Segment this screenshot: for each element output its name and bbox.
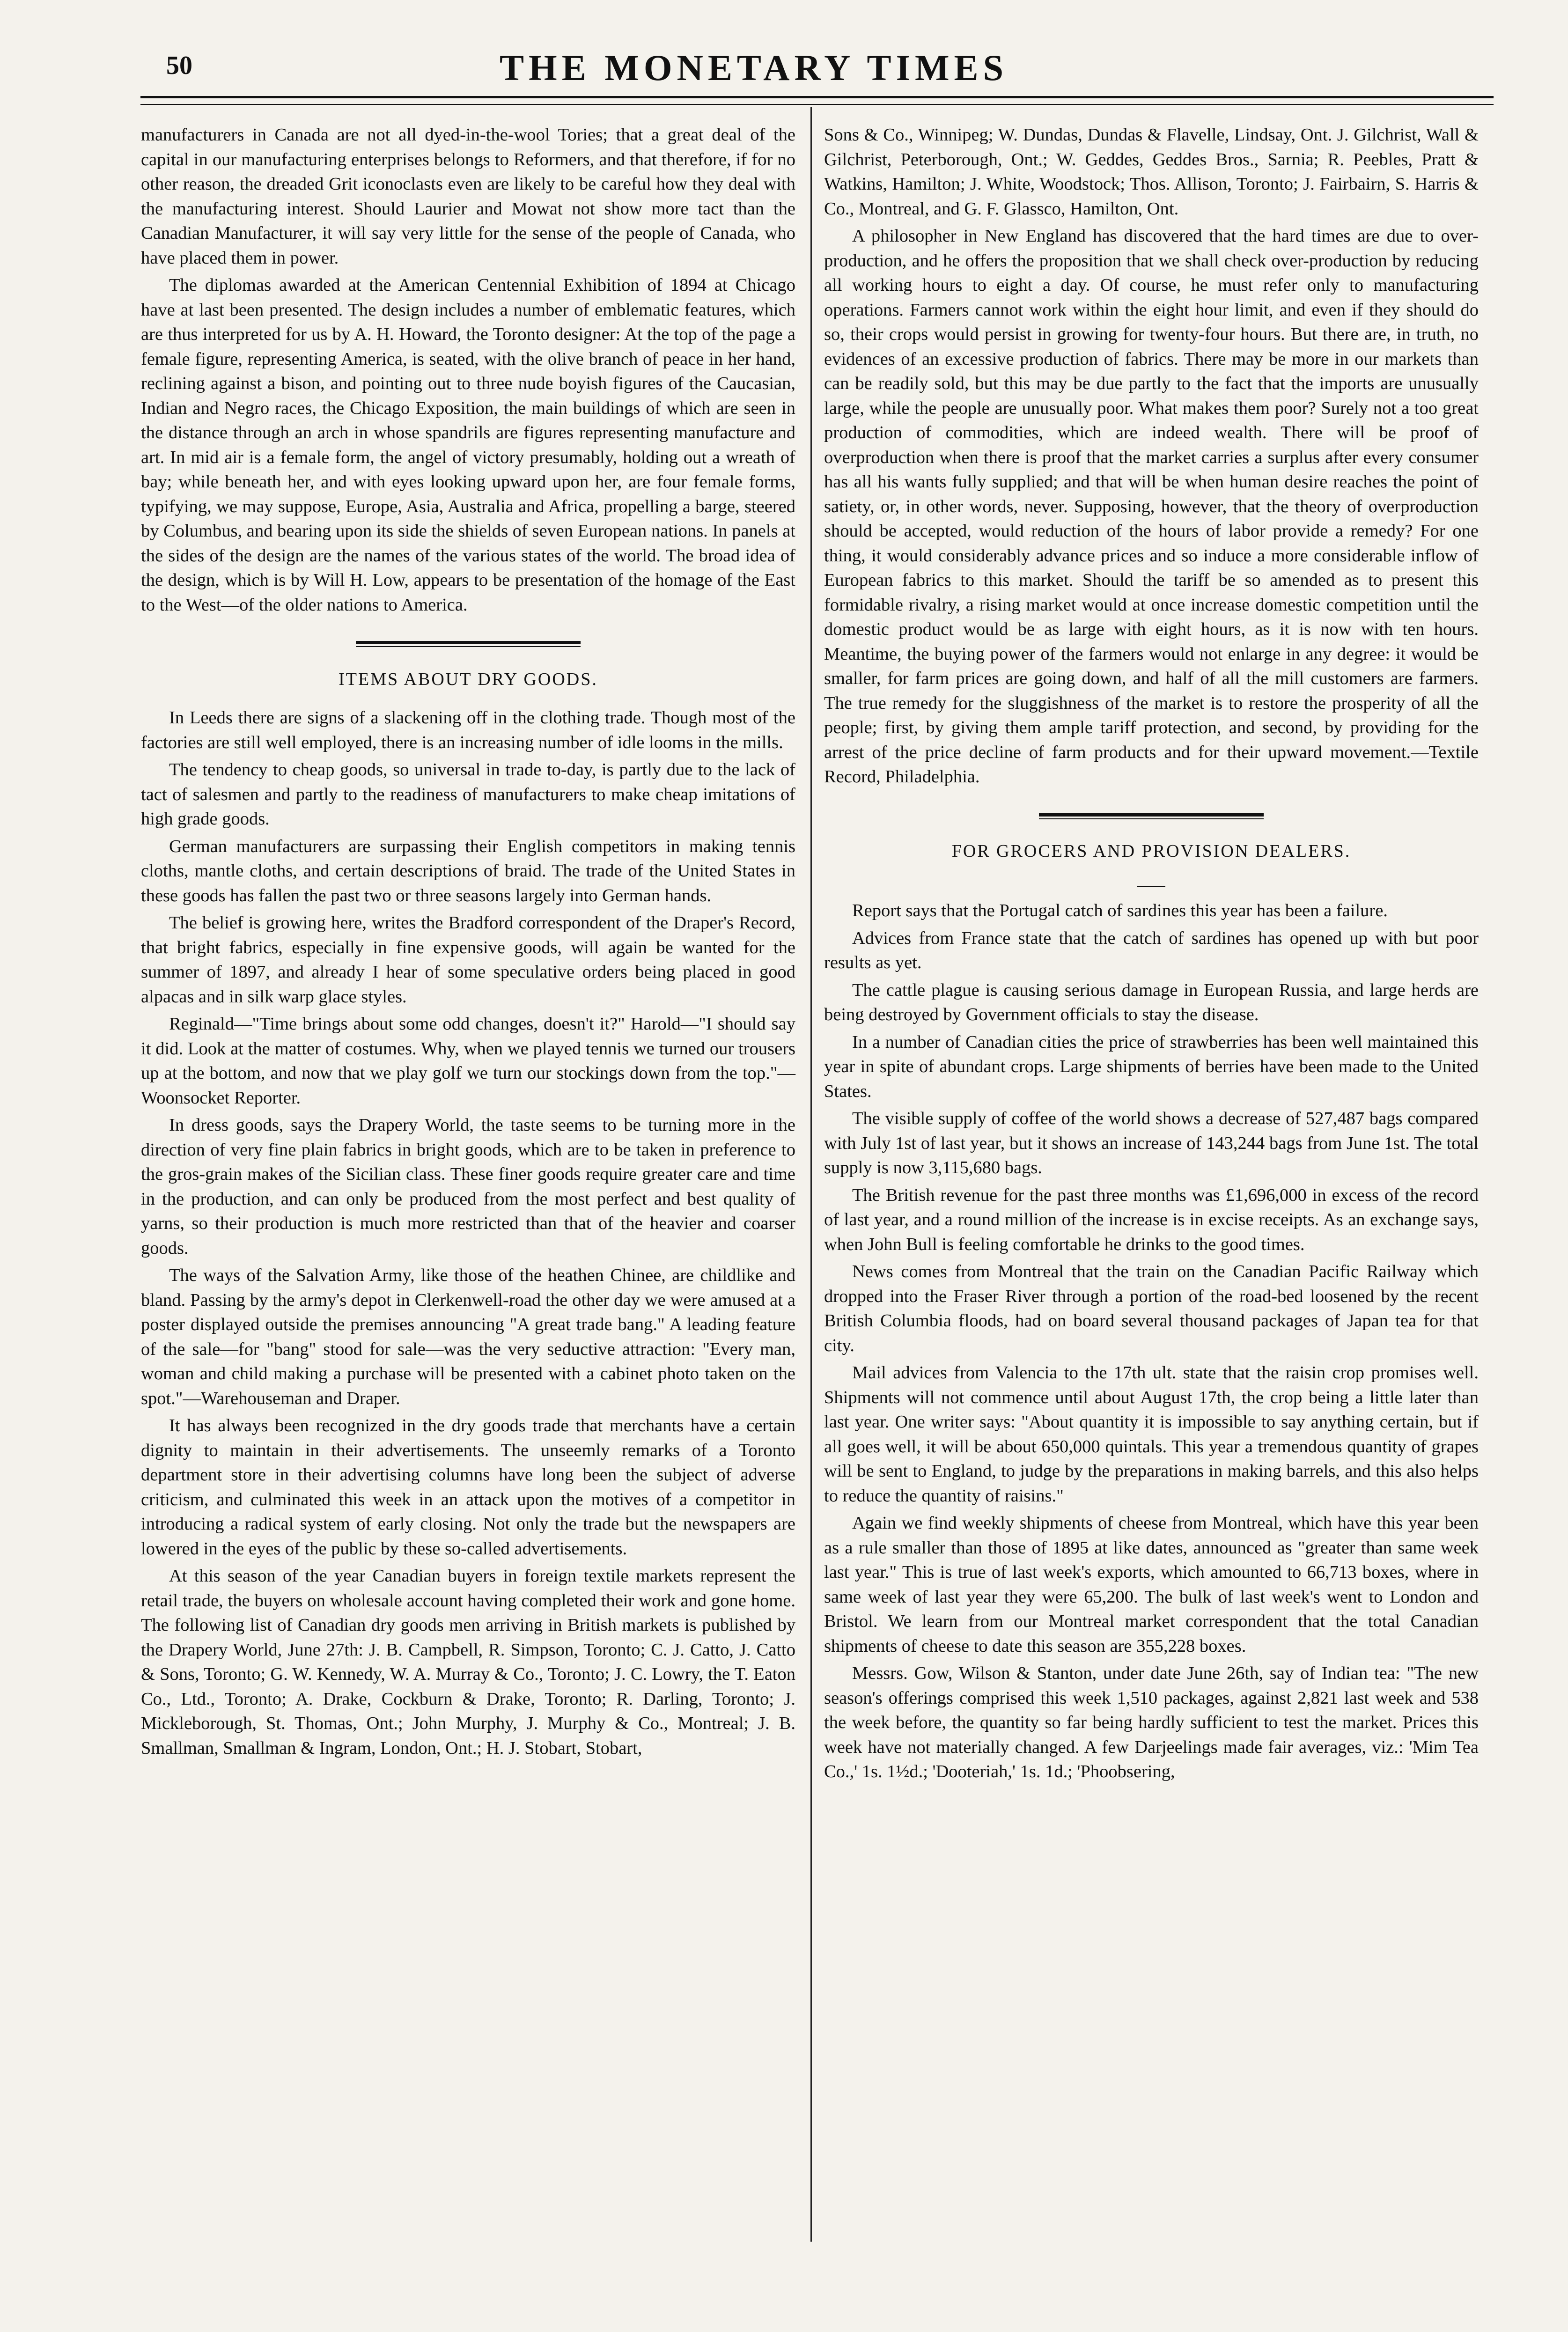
header-rule-thin	[140, 104, 1494, 105]
paragraph: manufacturers in Canada are not all dyed-in-the-wool Tories; that a great deal of the capital in our manufacturing enterprises belongs to Reformers, and that therefore, if for no other reason, the dreaded Grit iconoclasts even are likely to be careful how they deal with the manufacturing interest. Should Laurier and Mowat not show more tact than the Canadian Manufacturer, it will say very little for the sense of the people of Canada, who have placed them in power.	[141, 125, 795, 268]
paragraph: It has always been recognized in the dry goods trade that merchants have a certain dignity to maintain in their advertisements. The unseemly remarks of a Toronto department store in their advertising columns have long been the subject of adverse criticism, and culminated this week in an attack upon the motives of a competitor in introducing a radical system of early closing. Not only the trade but the newspapers are lowered in the eyes of the public by these so-called advertisements.	[141, 1416, 795, 1559]
paragraph: The belief is growing here, writes the Bradford correspondent of the Draper's Record, that bright fabrics, especially in fine expensive goods, will again be wanted for the summer of 1897, and already I hear of some speculative orders being placed in good alpacas and in silk warp glace styles.	[141, 913, 795, 1007]
paragraph: In a number of Canadian cities the price of strawberries has been well maintained this year in spite of abundant crops. Large shipments of berries have been made to the United States.	[824, 1032, 1479, 1101]
paragraph: Messrs. Gow, Wilson & Stanton, under date June 26th, say of Indian tea: "The new season's offerings comprised this week 1,510 packages, against 2,821 last week and 538 the week before, the quantity so far being hardly sufficient to test the market. Prices this week have not materially changed. A few Darjeelings made fair averages, viz.: 'Mim Tea Co.,' 1s. 1½d.; 'Dooteriah,' 1s. 1d.; 'Phoobsering,	[824, 1663, 1479, 1781]
paragraph: The tendency to cheap goods, so universal in trade to-day, is partly due to the lack of tact of salesmen and partly to the readiness of manufacturers to make cheap imitations of high grade goods.	[141, 760, 795, 829]
section-ornament	[824, 802, 1479, 826]
section-title-grocers: FOR GROCERS AND PROVISION DEALERS.	[951, 841, 1351, 861]
paragraph: The British revenue for the past three months was £1,696,000 in excess of the record of last year, and a round million of the increase is in excise receipts. As an exchange says, when John Bull is feeling comfortable he drinks to the good times.	[824, 1185, 1479, 1254]
column-divider	[810, 107, 812, 2242]
header-rule-thick	[140, 96, 1494, 98]
paragraph: In dress goods, says the Drapery World, the taste seems to be turning more in the direction of very fine plain fabrics in bright goods, which are to be taken in preference to the gros-grain makes of the Sicilian class. These finer goods require greater care and time in the production, and can only be produced from the most perfect and best quality of yarns, so their production is much more restricted than that of the heavier and coarser goods.	[141, 1115, 795, 1258]
paragraph: German manufacturers are surpassing their English competitors in making tennis cloths, mantle cloths, and certain descriptions of braid. The trade of the United States in these goods has fallen the past two or three seasons largely into German hands.	[141, 836, 795, 905]
page-number: 50	[166, 51, 192, 80]
paragraph: At this season of the year Canadian buyers in foreign textile markets represent the retail trade, the buyers on wholesale account having completed their work and gone home. The following list of Canadian dry goods men arriving in British markets is published by the Drapery World, June 27th: J. B. Campbell, R. Simpson, Toronto; C. J. Catto, J. Catto & Sons, Toronto; G. W. Kennedy, W. A. Murray & Co., Toronto; J. C. Lowry, the T. Eaton Co., Ltd., Toronto; A. Drake, Cockburn & Drake, Toronto; R. Darling, Toronto; J. Mickleborough, St. Thomas, Ont.; John Murphy, J. Murphy & Co., Montreal; J. B. Smallman, Smallman & Ingram, London, Ont.; H. J. Stobart, Stobart,	[141, 1566, 795, 1758]
paragraph: In Leeds there are signs of a slackening off in the clothing trade. Though most of the factories are still well employed, there is an increasing number of idle looms in the mills.	[141, 708, 795, 752]
paragraph: Reginald—"Time brings about some odd changes, doesn't it?" Harold—"I should say it did. Look at the matter of costumes. Why, when we played tennis we turned our trousers up at the bottom, and now that we play golf we turn our stockings down from the top."—Woonsocket Reporter.	[141, 1014, 795, 1108]
paragraph: Advices from France state that the catch of sardines has opened up with but poor results as yet.	[824, 928, 1479, 972]
left-column	[141, 123, 795, 1763]
paragraph: Report says that the Portugal catch of sardines this year has been a failure.	[852, 901, 1388, 920]
paragraph: News comes from Montreal that the train on the Canadian Pacific Railway which dropped into the Fraser River through a portion of the road-bed loosened by the recent British Columbia floods, had on board several thousand packages of Japan tea for that city.	[824, 1262, 1479, 1355]
paragraph: The diplomas awarded at the American Centennial Exhibition of 1894 at Chicago have at last been presented. The design includes a number of emblematic features, which are thus interpreted for us by A. H. Howard, the Toronto designer: At the top of the page a female figure, representing America, is seated, with the olive branch of peace in her hand, reclining against a bison, and pointing out to three nude boyish figures of the Caucasian, Indian and Negro races, the Chicago Exposition, the main buildings of which are seen in the distance through an arch in whose spandrils are figures representing manufacture and art. In mid air is a female form, the angel of victory presumably, holding out a wreath of bay; while beneath her, and with eyes looking upward upon her, are four female forms, typifying, we may suppose, Europe, Asia, Australia and Africa, propelling a barge, steered by Columbus, and bearing upon its side the shields of seven European nations. In panels at the sides of the design are the names of the various states of the world. The broad idea of the design, which is by Will H. Low, appears to be presentation of the homage of the East to the West—of the older nations to America.	[141, 275, 795, 615]
paragraph: Again we find weekly shipments of cheese from Montreal, which have this year been as a rule smaller than those of 1895 at like dates, announced as "greater than same week last year." This is true of last week's exports, which amounted to 66,713 boxes, where in same week of last year they were 65,200. The bulk of last week's went to London and Bristol. We learn from our Montreal market correspondent that the total Canadian shipments of cheese to date this season are 355,228 boxes.	[824, 1513, 1479, 1656]
paragraph: A philosopher in New England has discovered that the hard times are due to over-production, and he offers the proposition that we shall check over-production by reducing all working hours to eight a day. Of course, he must refer only to manufacturing operations. Farmers cannot work within the eight hour limit, and even if they should do so, their crops would persist in growing for twenty-four hours. But there are, in truth, no evidences of an excessive production of fabrics. There may be more in our markets than can be readily sold, but this may be due partly to the fact that the imports are unusually large, while the people are unusually poor. What makes them poor? Surely not a too great production of commodities, which are indeed wealth. There will be proof of overproduction when there is proof that the market carries a surplus after every consumer has all his wants fully supplied; and that will be when human desire reaches the point of satiety, or, in other words, never. Supposing, however, that the theory of overproduction should be accepted, would reduction of the hours of labor provide a remedy? For one thing, it would considerably advance prices and so induce a more considerable inflow of European fabrics to this market. Should the tariff be so amended as to present this formidable rivalry, a rising market would at once increase domestic competition until the domestic product would be as large with eight hours, as it is now with ten hours. Meantime, the buying power of the farmers would not enlarge in any degree: it would be smaller, for farm prices are going down, and half of all the mill customers are farmers. The true remedy for the sluggishness of the market is to restore the prosperity of all the people; first, by giving them ample tariff protection, and second, by providing for the arrest of the price decline of farm products and for their upward movement.—Textile Record, Philadelphia.	[824, 226, 1479, 787]
masthead-title: THE MONETARY TIMES	[500, 47, 1008, 88]
paragraph: Mail advices from Valencia to the 17th ult. state that the raisin crop promises well. Shipments will not commence until about August 17th, the crop being a little later than last year. One writer says: "About quantity it is impossible to say anything certain, but if all goes well, it will be about 650,000 quintals. This year a tremendous quantity of grapes will be sent to England, to judge by the preparations in making barrels, and this also helps to reduce the quantity of raisins."	[824, 1363, 1479, 1506]
right-column	[824, 123, 1479, 1787]
section-title-dry-goods: ITEMS ABOUT DRY GOODS.	[339, 669, 598, 689]
section-ornament	[141, 629, 795, 654]
paragraph: The ways of the Salvation Army, like those of the heathen Chinee, are childlike and bland. Passing by the army's depot in Clerkenwell-road the other day we were amused at a poster displayed outside the premises announcing "A great trade bang." A leading feature of the sale—for "bang" stood for sale—was the very seductive attraction: "Every man, woman and child making a purchase will be presented with a cabinet photo taken on the spot."—Warehouseman and Draper.	[141, 1265, 795, 1408]
section-small-rule	[824, 869, 1479, 894]
paragraph: The cattle plague is causing serious damage in European Russia, and large herds are being destroyed by Government officials to stay the disease.	[824, 980, 1479, 1024]
paragraph: The visible supply of coffee of the world shows a decrease of 527,487 bags compared with July 1st of last year, but it shows an increase of 143,244 bags from June 1st. The total supply is now 3,115,680 bags.	[824, 1109, 1479, 1177]
paragraph: Sons & Co., Winnipeg; W. Dundas, Dundas & Flavelle, Lindsay, Ont. J. Gilchrist, Wall & Gilchrist, Peterborough, Ont.; W. Geddes, Geddes Bros., Sarnia; R. Peebles, Pratt & Watkins, Hamilton; J. White, Woodstock; Thos. Allison, Toronto; J. Fairbairn, S. Harris & Co., Montreal, and G. F. Glassco, Hamilton, Ont.	[824, 125, 1479, 219]
